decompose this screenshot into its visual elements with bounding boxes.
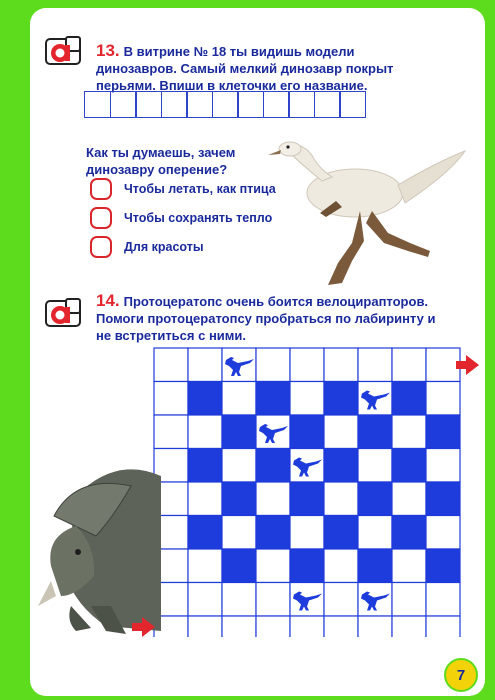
maze-path-cell[interactable]	[392, 482, 426, 516]
maze-wall-cell[interactable]	[324, 516, 358, 550]
maze-wall-cell[interactable]	[426, 549, 460, 583]
letter-box[interactable]	[84, 91, 111, 118]
maze-path-cell[interactable]	[392, 415, 426, 449]
option-checkbox[interactable]	[90, 236, 112, 258]
option-checkbox[interactable]	[90, 178, 112, 200]
maze-path-cell[interactable]	[324, 415, 358, 449]
maze-path-cell[interactable]	[256, 616, 290, 637]
maze-wall-cell[interactable]	[188, 449, 222, 483]
letter-a-badge-icon	[44, 36, 82, 66]
maze-path-cell[interactable]	[256, 583, 290, 617]
letter-box[interactable]	[288, 91, 315, 118]
maze-path-cell[interactable]	[154, 415, 188, 449]
maze-path-cell[interactable]	[426, 516, 460, 550]
maze-path-cell[interactable]	[392, 549, 426, 583]
maze-wall-cell[interactable]	[358, 482, 392, 516]
maze-wall-cell[interactable]	[222, 482, 256, 516]
maze-path-cell[interactable]	[154, 382, 188, 416]
task-13-body: В витрине № 18 ты видишь модели динозавров. Самый мелкий динозавр покрыт перьями. Впиши в клеточки его название.	[96, 44, 394, 93]
maze-wall-cell[interactable]	[324, 382, 358, 416]
maze-wall-cell[interactable]	[188, 516, 222, 550]
task-14-number: 14.	[96, 291, 120, 310]
maze-path-cell[interactable]	[154, 348, 188, 382]
maze-path-cell[interactable]	[188, 616, 222, 637]
option-fly[interactable]	[90, 178, 276, 200]
maze-path-cell[interactable]	[358, 616, 392, 637]
page-number: 7	[444, 658, 478, 692]
maze-path-cell[interactable]	[392, 583, 426, 617]
option-label: Для красоты	[124, 240, 204, 254]
letter-box[interactable]	[263, 91, 290, 118]
maze-path-cell[interactable]	[426, 449, 460, 483]
task-14-text	[96, 292, 436, 344]
maze-wall-cell[interactable]	[392, 516, 426, 550]
maze-path-cell[interactable]	[358, 449, 392, 483]
maze-grid[interactable]	[153, 347, 461, 637]
maze-path-cell[interactable]	[290, 382, 324, 416]
maze-path-cell[interactable]	[188, 348, 222, 382]
maze-wall-cell[interactable]	[256, 516, 290, 550]
maze-path-cell[interactable]	[256, 482, 290, 516]
maze-wall-cell[interactable]	[256, 449, 290, 483]
task-13-question: Как ты думаешь, зачем динозавру оперение?	[86, 145, 236, 177]
letter-box[interactable]	[212, 91, 239, 118]
letter-boxes	[84, 91, 365, 118]
letter-box[interactable]	[186, 91, 213, 118]
maze-path-cell[interactable]	[188, 482, 222, 516]
maze-wall-cell[interactable]	[358, 549, 392, 583]
option-beauty[interactable]	[90, 236, 204, 258]
maze-wall-cell[interactable]	[222, 415, 256, 449]
maze-wall-cell[interactable]	[392, 449, 426, 483]
maze-path-cell[interactable]	[324, 583, 358, 617]
maze-path-cell[interactable]	[222, 449, 256, 483]
option-label: Чтобы сохранять тепло	[124, 211, 273, 225]
maze-path-cell[interactable]	[256, 549, 290, 583]
exit-arrow-icon	[454, 354, 480, 376]
maze-wall-cell[interactable]	[188, 382, 222, 416]
maze-path-cell[interactable]	[392, 348, 426, 382]
maze-path-cell[interactable]	[358, 516, 392, 550]
maze-path-cell[interactable]	[290, 348, 324, 382]
maze-wall-cell[interactable]	[256, 382, 290, 416]
feathered-dinosaur-image	[260, 133, 470, 293]
protoceratops-image	[36, 456, 166, 636]
maze-wall-cell[interactable]	[392, 382, 426, 416]
letter-box[interactable]	[237, 91, 264, 118]
maze-path-cell[interactable]	[188, 583, 222, 617]
letter-box[interactable]	[314, 91, 341, 118]
letter-box[interactable]	[110, 91, 137, 118]
start-arrow-icon	[130, 616, 156, 638]
task-13-text	[96, 42, 436, 94]
maze-path-cell[interactable]	[324, 348, 358, 382]
maze-path-cell[interactable]	[222, 616, 256, 637]
task-13-number: 13.	[96, 41, 120, 60]
option-warmth[interactable]	[90, 207, 272, 229]
maze-wall-cell[interactable]	[290, 549, 324, 583]
maze-wall-cell[interactable]	[324, 449, 358, 483]
option-checkbox[interactable]	[90, 207, 112, 229]
maze-path-cell[interactable]	[290, 516, 324, 550]
maze-wall-cell[interactable]	[290, 415, 324, 449]
maze-path-cell[interactable]	[324, 549, 358, 583]
letter-box[interactable]	[135, 91, 162, 118]
maze-path-cell[interactable]	[426, 583, 460, 617]
maze-path-cell[interactable]	[290, 616, 324, 637]
letter-box[interactable]	[161, 91, 188, 118]
maze-path-cell[interactable]	[426, 382, 460, 416]
maze-path-cell[interactable]	[426, 616, 460, 637]
maze-wall-cell[interactable]	[290, 482, 324, 516]
letter-box[interactable]	[339, 91, 366, 118]
maze-path-cell[interactable]	[324, 482, 358, 516]
maze-wall-cell[interactable]	[426, 415, 460, 449]
maze-path-cell[interactable]	[222, 382, 256, 416]
maze-path-cell[interactable]	[188, 549, 222, 583]
maze-path-cell[interactable]	[392, 616, 426, 637]
maze-path-cell[interactable]	[256, 348, 290, 382]
task-14-body: Протоцератопс очень боится велоцирапторов. Помоги протоцератопсу пробраться по лабиринту и не встретиться с ними.	[96, 294, 436, 343]
workbook-page	[30, 8, 485, 696]
maze-path-cell[interactable]	[188, 415, 222, 449]
option-label: Чтобы летать, как птица	[124, 182, 276, 196]
maze-path-cell[interactable]	[324, 616, 358, 637]
letter-a-badge-icon	[44, 298, 82, 328]
maze-path-cell[interactable]	[222, 516, 256, 550]
maze-path-cell[interactable]	[222, 583, 256, 617]
maze-wall-cell[interactable]	[358, 415, 392, 449]
maze-path-cell[interactable]	[358, 348, 392, 382]
